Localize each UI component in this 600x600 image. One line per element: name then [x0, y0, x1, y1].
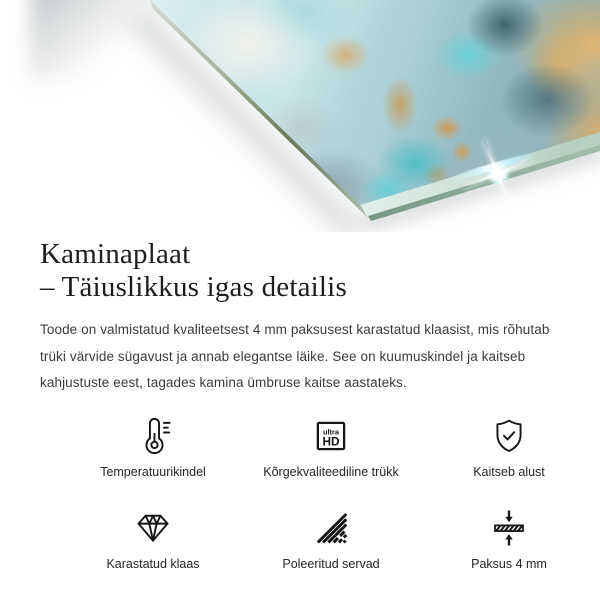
- thermometer-icon: [132, 415, 174, 457]
- feature-label: Kaitseb alust: [473, 464, 545, 479]
- feature-label: Temperatuurikindel: [100, 464, 206, 479]
- product-description: Toode on valmistatud kvaliteetsest 4 mm paksusest karastatud klaasist, mis rõhutab trüki värvide sügavust ja annab elegantse läike. See on kuumuskindel ja kaitseb kahjustuste eest, tagades kamina ümbruse kaitse aastateks.: [40, 322, 550, 390]
- product-info-section: [0, 232, 600, 571]
- page-title: [40, 238, 560, 304]
- polished-edges-icon: [310, 507, 352, 549]
- feature-label: Karastatud klaas: [106, 556, 200, 571]
- feature-label: Kõrgekvaliteediline trükk: [263, 464, 399, 479]
- feature-print-quality: [242, 407, 420, 479]
- shield-check-icon: [488, 415, 530, 457]
- ultra-hd-icon-text-bottom: HD: [322, 434, 340, 449]
- thickness-4mm-icon: [488, 507, 530, 549]
- feature-polished-edges: [242, 499, 420, 571]
- feature-protects-base: [420, 407, 598, 479]
- ultra-hd-icon-text-top: ultra: [322, 427, 340, 437]
- feature-grid: [64, 407, 560, 571]
- diamond-icon: [132, 507, 174, 549]
- feature-label: Poleeritud servad: [282, 556, 380, 571]
- ultra-hd-icon: [310, 415, 352, 457]
- feature-tempered-glass: [64, 499, 242, 571]
- page-title-line2: – Täiuslikkus igas detailis: [40, 271, 347, 303]
- feature-label: Paksus 4 mm: [471, 556, 547, 571]
- feature-thickness: [420, 499, 598, 571]
- feature-temperature: [64, 407, 242, 479]
- product-image: [0, 0, 600, 232]
- page-title-line1: Kaminaplaat: [40, 238, 191, 270]
